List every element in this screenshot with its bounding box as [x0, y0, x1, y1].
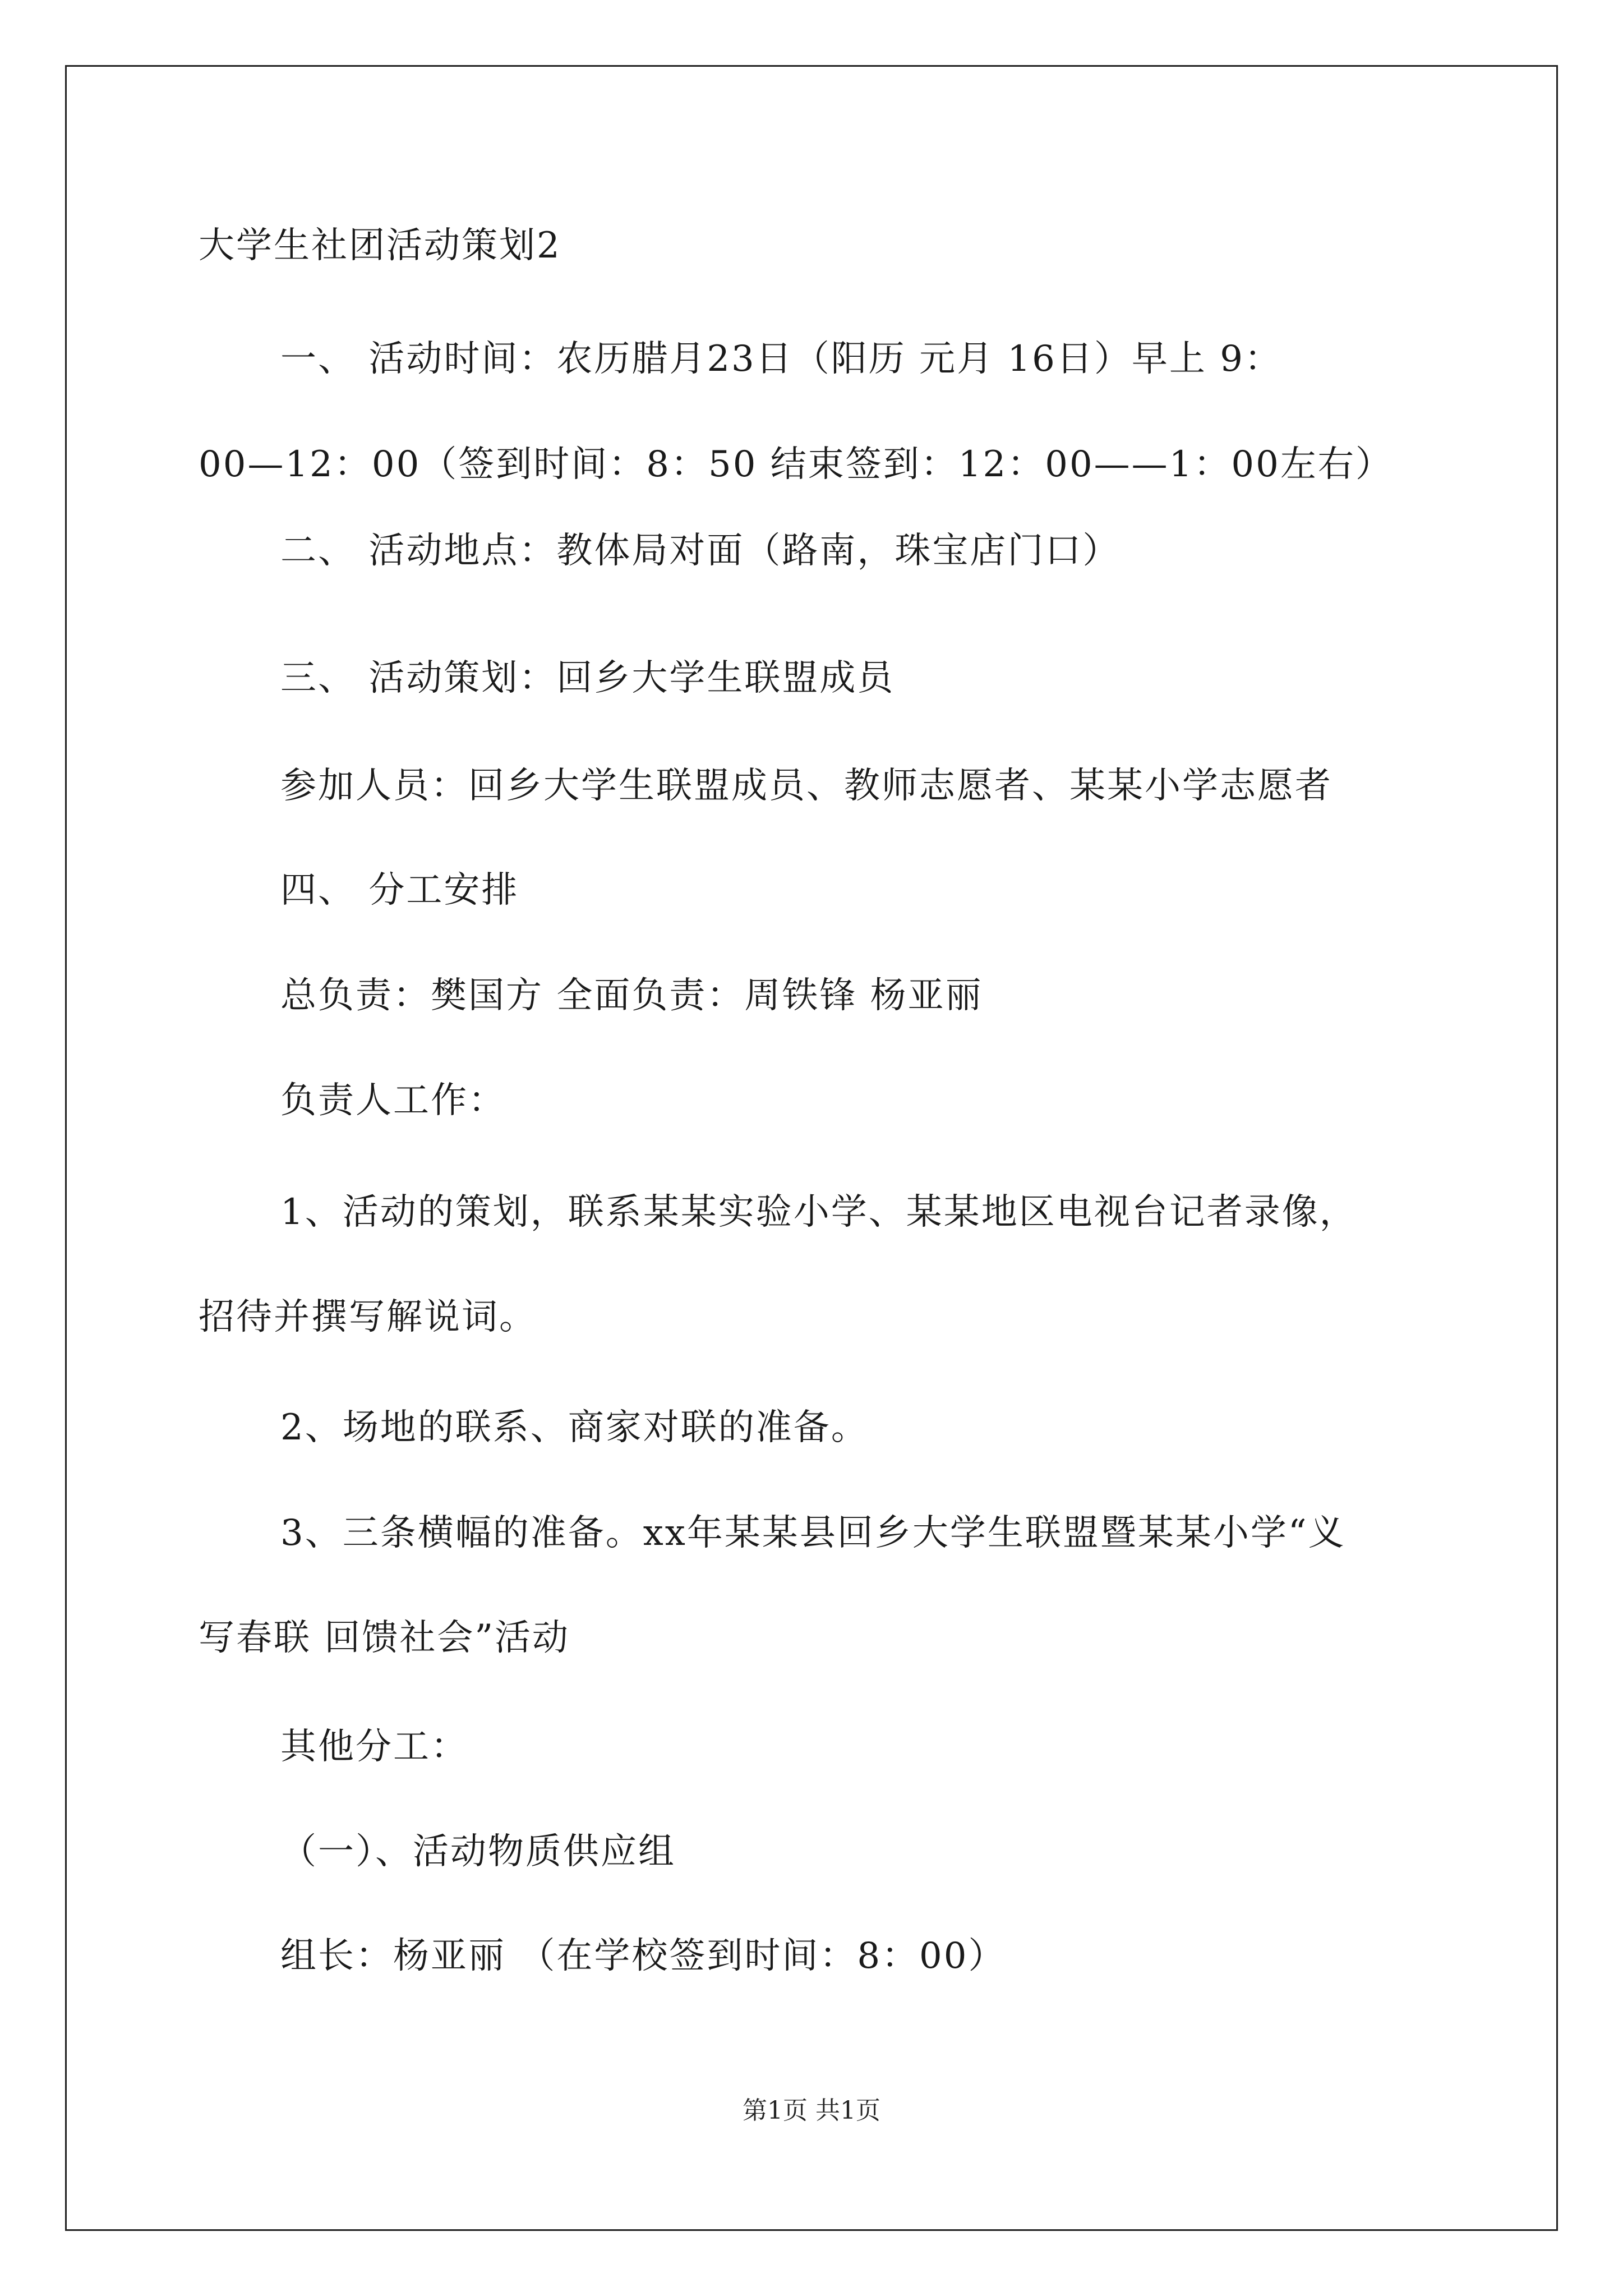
paragraph-line-8: 负责人工作： — [280, 1080, 506, 1121]
paragraph-line-11: 2、场地的联系、商家对联的准备。 — [280, 1407, 869, 1448]
paragraph-line-5: 参加人员：回乡大学生联盟成员、教师志愿者、某某小学志愿者 — [280, 765, 1332, 807]
paragraph-line-15: （一）、活动物质供应组 — [280, 1831, 676, 1872]
document-title: 大学生社团活动策划2 — [199, 225, 561, 266]
paragraph-line-6: 四、 分工安排 — [280, 869, 519, 911]
paragraph-line-12: 3、三条横幅的准备。xx年某某县回乡大学生联盟暨某某小学“义 — [280, 1512, 1346, 1554]
paragraph-line-2: 00—12：00（签到时间：8：50 结束签到：12：00——1：00左右） — [199, 444, 1393, 485]
paragraph-line-14: 其他分工： — [280, 1726, 468, 1768]
paragraph-line-4: 三、 活动策划：回乡大学生联盟成员 — [280, 657, 895, 699]
paragraph-line-9: 1、活动的策划，联系某某实验小学、某某地区电视台记者录像， — [280, 1191, 1357, 1233]
page-border — [65, 65, 1558, 2231]
page-footer: 第1页 共1页 — [743, 2096, 880, 2125]
paragraph-line-3: 二、 活动地点：教体局对面（路南，珠宝店门口） — [280, 530, 1121, 572]
paragraph-line-16: 组长：杨亚丽 （在学校签到时间：8：00） — [280, 1935, 1006, 1977]
paragraph-line-13: 写春联 回馈社会”活动 — [199, 1617, 570, 1659]
paragraph-line-7: 总负责：樊国方 全面负责：周铁锋 杨亚丽 — [280, 975, 983, 1016]
paragraph-line-10: 招待并撰写解说词。 — [199, 1296, 537, 1338]
paragraph-line-1: 一、 活动时间：农历腊月23日（阳历 元月 16日）早上 9： — [280, 338, 1282, 380]
